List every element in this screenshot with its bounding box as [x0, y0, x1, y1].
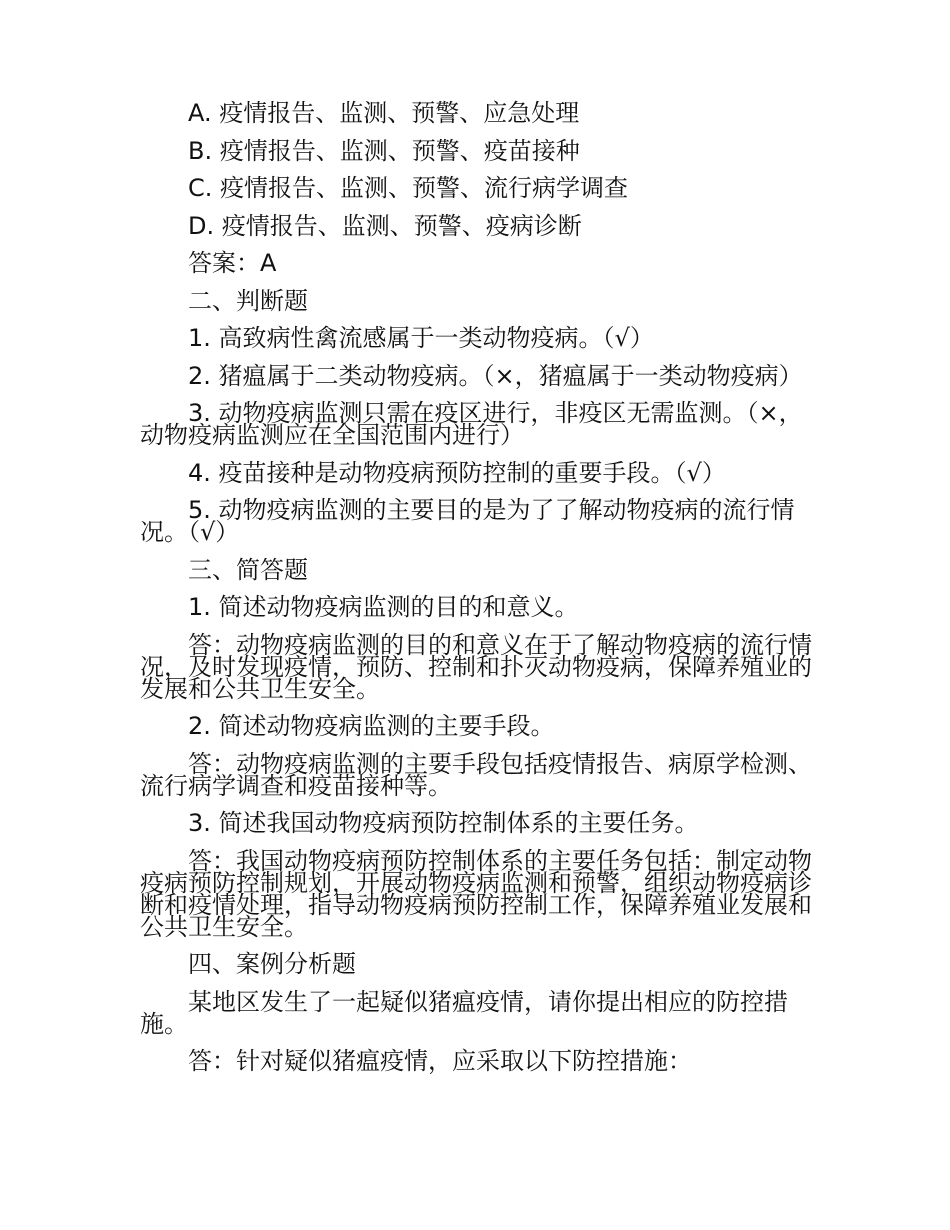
option-a: A. 疫情报告、监测、预警、应急处理 — [188, 99, 580, 127]
short-answer-answer-3: 答：我国动物疫病预防控制体系的主要任务包括：制定动物疫病预防控制规划，开展动物疫病监测和预警，组织动物疫病诊断和疫情处理，指导动物疫病预防控制工作，保障养殖业发展和公共卫生安全。 — [140, 846, 812, 941]
case-question: 某地区发生了一起疑似猪瘟疫情，请你提出相应的防控措施。 — [140, 987, 788, 1038]
section-heading-true-false: 二、判断题 — [188, 286, 308, 315]
document-body — [140, 99, 812, 1088]
option-d: D. 疫情报告、监测、预警、疫病诊断 — [188, 211, 582, 240]
short-answer-answer-2: 答：动物疫病监测的主要手段包括疫情报告、病原学检测、流行病学调查和疫苗接种等。 — [140, 749, 812, 800]
section-heading-case-analysis: 四、案例分析题 — [188, 950, 356, 978]
answer-line: 答案：A — [188, 249, 277, 277]
option-b: B. 疫情报告、监测、预警、疫苗接种 — [188, 136, 580, 165]
true-false-item-2: 2. 猪瘟属于二类动物疫病。（×，猪瘟属于一类动物疫病） — [188, 361, 803, 390]
option-c: C. 疫情报告、监测、预警、流行病学调查 — [188, 174, 629, 202]
short-answer-question-2: 2. 简述动物疫病监测的主要手段。 — [188, 712, 555, 740]
true-false-item-3: 3. 动物疫病监测只需在疫区进行，非疫区无需监测。（×，动物疫病监测应在全国范围内进行） — [140, 399, 803, 449]
true-false-item-5: 5. 动物疫病监测的主要目的是为了了解动物疫病的流行情况。（√） — [140, 496, 795, 546]
true-false-item-1: 1. 高致病性禽流感属于一类动物疫病。（√） — [188, 324, 654, 352]
short-answer-answer-1: 答：动物疫病监测的目的和意义在于了解动物疫病的流行情况，及时发现疫情，预防、控制和扑灭动物疫病，保障养殖业的发展和公共卫生安全。 — [140, 630, 812, 703]
short-answer-question-3: 3. 简述我国动物疫病预防控制体系的主要任务。 — [188, 809, 699, 837]
true-false-item-4: 4. 疫苗接种是动物疫病预防控制的重要手段。（√） — [188, 458, 726, 487]
section-heading-short-answer: 三、简答题 — [188, 555, 308, 584]
case-answer: 答：针对疑似猪瘟疫情，应采取以下防控措施： — [188, 1047, 692, 1075]
short-answer-question-1: 1. 简述动物疫病监测的目的和意义。 — [188, 593, 579, 621]
